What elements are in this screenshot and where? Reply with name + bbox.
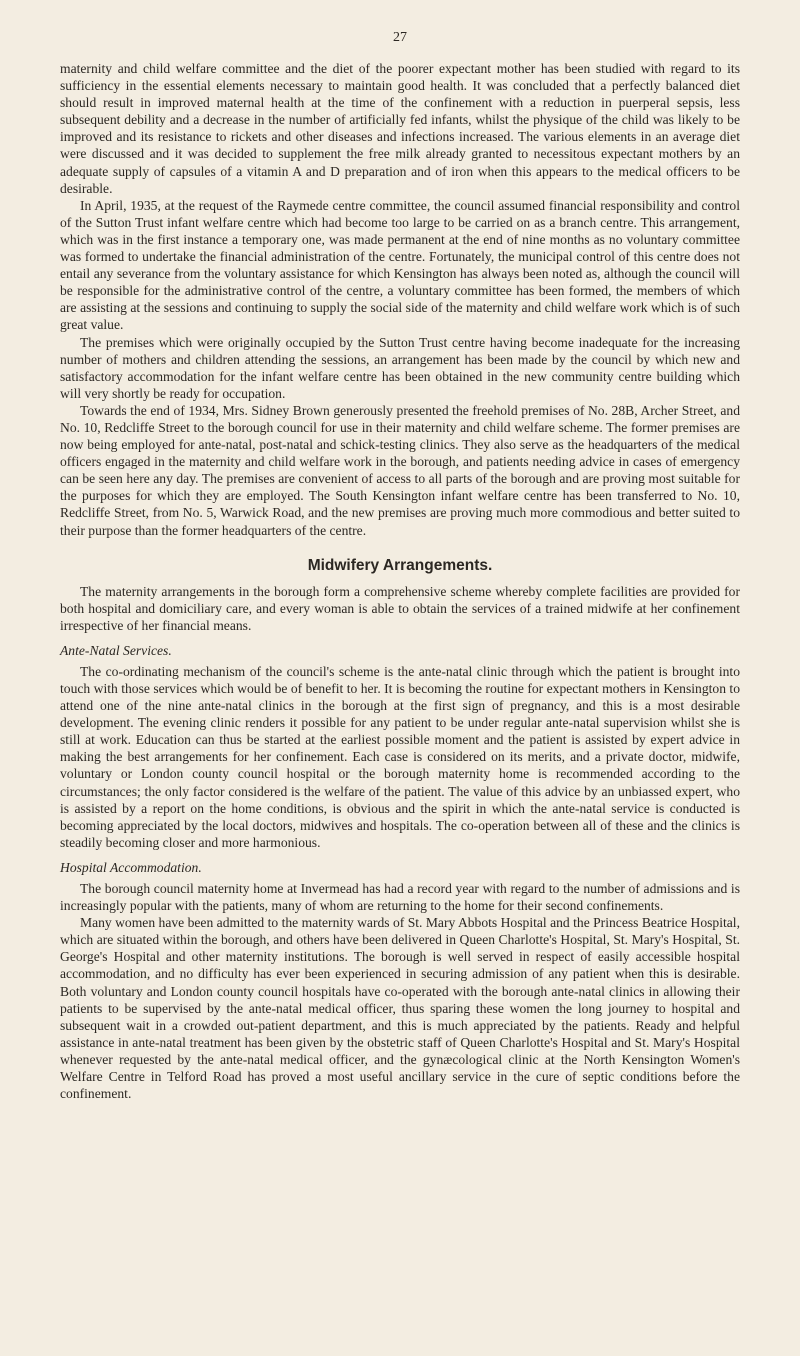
subsection-heading: Ante-Natal Services. <box>60 642 172 658</box>
paragraph: Towards the end of 1934, Mrs. Sidney Brown generously presented the freehold premises of No. 28B, Archer Street, and No. 10, Redcliffe Street to the borough council for use in their maternity and child welfare scheme. The former premises are now being employed for ante-natal, post-natal and schick-testing clinics. They also serve as the headquarters of the medical officers engaged in the maternity and child welfare work in the borough, and patients needing advice in cases of emergency can be seen here any day. The premises are convenient of access to all parts of the borough and are proving most suitable for the purposes for which they are employed. The South Kensington infant welfare centre has been transferred to No. 10, Redcliffe Street, from No. 5, Warwick Road, and the new premises are proving much more commodious and better suited to their purpose than the former headquarters of the centre. <box>60 402 740 538</box>
paragraph: The borough council maternity home at Invermead has had a record year with regard to the number of admissions and is increasingly popular with the patients, many of whom are returning to the home for their second confinements. <box>60 880 740 914</box>
paragraph: Many women have been admitted to the maternity wards of St. Mary Abbots Hospital and the Princess Beatrice Hospital, which are situated within the borough, and others have been delivered in Queen Charlotte's Hospital, St. Mary's Hospital, St. George's Hospital and other maternity institutions. The borough is well served in respect of easily accessible hospital accommodation, and no difficulty has ever been experienced in securing admission of any patient when this is desirable. Both voluntary and London county council hospitals have co-operated with the borough ante-natal clinics in allowing their patients to be supervised by the ante-natal medical officer, thus sparing these women the long journey to hospital and subsequent wait in a crowded out-patient department, and this is much appreciated by the patients. Ready and helpful assistance in ante-natal treatment has been given by the obstetric staff of Queen Charlotte's Hospital and St. Mary's Hospital whenever requested by the ante-natal medical officer, and the gynæcological clinic at the North Kensington Women's Welfare Centre in Telford Road has proved a most useful ancillary service in the cure of septic conditions before the confinement. <box>60 915 740 1102</box>
paragraph: The premises which were originally occupied by the Sutton Trust centre having become inadequate for the increasing number of mothers and children attending the sessions, an arrangement has been made by the council by which new and satisfactory accommodation for the infant welfare centre has been obtained in the new community centre building which will very shortly be ready for occupation. <box>60 334 740 401</box>
subsection-heading: Hospital Accommodation. <box>60 859 202 875</box>
paragraph: The maternity arrangements in the borough form a comprehensive scheme whereby complete facilities are provided for both hospital and domiciliary care, and every woman is able to obtain the services of a trained midwife at her confinement irrespective of her financial means. <box>60 583 740 633</box>
page-number: 27 <box>393 30 407 45</box>
paragraph: The co-ordinating mechanism of the council's scheme is the ante-natal clinic through which the patient is brought into touch with those services which would be of benefit to her. It is becoming the routine for expectant mothers in Kensington to attend one of the nine ante-natal clinics in the borough at the first sign of pregnancy, and this is a most desirable development. The evening clinic renders it possible for any patient to be under regular ante-natal supervision whilst she is still at work. Education can thus be started at the earliest possible moment and the patient is assisted by expert advice in making the best arrangements for her confinement. Each case is considered on its merits, and a private doctor, midwife, voluntary or London county council hospital or the borough maternity home is recommended according to the circumstances; the only factor considered is the welfare of the patient. The value of this advice by an unbiassed expert, who is assisted by a report on the home conditions, is obvious and the spirit in which the ante-natal service is conducted is becoming appreciated by the local doctors, midwives and hospitals. The co-operation between all of these and the clinics is steadily becoming closer and more harmonious. <box>60 663 740 850</box>
paragraph: In April, 1935, at the request of the Raymede centre committee, the council assumed financial responsibility and control of the Sutton Trust infant welfare centre which had become too large to be carried on as a branch centre. This arrangement, which was in the first instance a temporary one, was made permanent at the end of nine months as no voluntary committee was formed to undertake the financial administration of the centre. Fortunately, the municipal control of this centre does not entail any severance from the voluntary assistance for which Kensington has always been noted as, although the council will be responsible for the administrative control of the centre, a voluntary committee has been formed, the members of which are assisting at the sessions and continuing to supply the social side of the maternity and child welfare work which is of such great value. <box>60 197 740 333</box>
section-heading: Midwifery Arrangements. <box>307 556 493 574</box>
paragraph: maternity and child welfare committee and the diet of the poorer expectant mother has been studied with regard to its sufficiency in the essential elements necessary to maintain good health. It was concluded that a perfectly balanced diet should result in improved maternal health at the time of the confinement with a reduction in puerperal sepsis, less subsequent debility and a decrease in the number of artificially fed infants, whilst the physique of the child was likely to be improved and its resistance to rickets and other diseases and infections increased. The various elements in an average diet were discussed and it was decided to supplement the free milk already granted to necessitous expectant mothers by an adequate supply of capsules of a vitamin A and D preparation and of iron when this appears to the medical officers to be desirable. <box>60 61 740 196</box>
